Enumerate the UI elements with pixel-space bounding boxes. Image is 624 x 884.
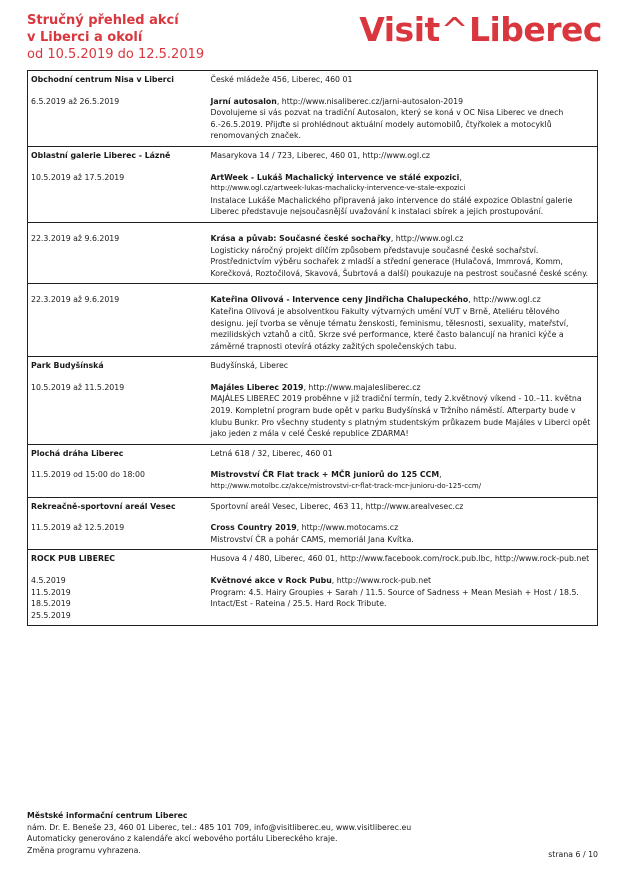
venue-address-cell	[211, 497, 598, 512]
event-date: 6.5.2019 až 26.5.2019	[31, 96, 120, 106]
event-row	[28, 512, 598, 550]
event-date-cell	[28, 459, 211, 497]
events-table-body	[28, 71, 598, 626]
event-row	[28, 372, 598, 444]
event-date-cell	[28, 565, 211, 626]
event-heading	[211, 575, 595, 587]
event-heading	[211, 382, 595, 394]
venue-address-cell	[211, 71, 598, 86]
venue-row	[28, 497, 598, 512]
venue-cell	[28, 550, 211, 565]
logo-text-liberec: Liberec	[468, 10, 602, 49]
event-description: Program: 4.5. Hairy Groupies + Sarah / 11.5. Source of Sadness + Mean Mesiah + Host / 18.5. Intact/Est - Rateina / 25.5. Hard Rock Tribute.	[210, 587, 579, 609]
venue-address: Sportovní areál Vesec, Liberec, 463 11, http://www.arealvesec.cz	[210, 501, 464, 511]
footer-note-changes: Změna programu vyhrazena.	[27, 845, 141, 855]
event-date-cell	[28, 284, 211, 357]
events-table	[27, 70, 598, 626]
event-date-cell	[28, 162, 211, 223]
event-title: Majáles Liberec 2019	[210, 382, 304, 392]
event-date: 22.3.2019 až 9.6.2019	[31, 233, 120, 243]
event-date-cell	[28, 512, 211, 550]
venue-name: Rekreačně-sportovní areál Vesec	[31, 501, 176, 511]
event-row	[28, 565, 598, 626]
event-row	[28, 459, 598, 497]
venue-row	[28, 357, 598, 372]
document-title-line-1: Stručný přehled akcí	[27, 13, 179, 28]
event-date-cell	[28, 372, 211, 444]
event-title: Kateřina Olivová - Intervence ceny Jindřicha Chalupeckého	[210, 295, 469, 305]
event-date-cell	[28, 86, 211, 147]
venue-cell	[28, 497, 211, 512]
event-row	[28, 162, 598, 223]
event-title-url: ,	[439, 470, 442, 480]
event-details-cell	[211, 222, 598, 283]
page-footer	[27, 810, 602, 856]
footer-note-generated: Automaticky generováno z kalendáře akcí webového portálu Libereckého kraje.	[27, 834, 338, 844]
logo-caret: ^	[440, 10, 468, 49]
event-title: Květnové akce v Rock Pubu	[210, 576, 332, 585]
event-date: 11.5.2019 od 15:00 do 18:00	[31, 470, 145, 480]
event-heading	[211, 522, 595, 534]
venue-cell	[28, 146, 211, 161]
event-title-url: , http://www.ogl.cz	[390, 233, 464, 243]
event-date: 4.5.2019 11.5.2019 18.5.2019 25.5.2019	[31, 576, 71, 620]
footer-contact: nám. Dr. E. Beneše 23, 460 01 Liberec, tel.: 485 101 709, info@visitliberec.eu, www.visitliberec.eu	[27, 822, 412, 832]
event-title-url: , http://www.majalesliberec.cz	[303, 382, 421, 392]
venue-address: Husova 4 / 480, Liberec, 460 01, http://www.facebook.com/rock.pub.lbc, http://www.rock-pub.net	[210, 554, 590, 564]
event-heading	[211, 172, 595, 184]
venue-address-cell	[211, 550, 598, 565]
event-title-url: , http://www.ogl.cz	[468, 295, 541, 305]
venue-row	[28, 146, 598, 161]
event-heading	[211, 469, 595, 481]
venue-row	[28, 71, 598, 86]
venue-cell	[28, 357, 211, 372]
event-url: http://www.motolbc.cz/akce/mistrovstvi-cr-flat-track-mcr-junioru-do-125-ccm/	[210, 482, 482, 491]
venue-address: České mládeže 456, Liberec, 460 01	[210, 75, 353, 84]
event-description: Dovolujeme si vás pozvat na tradiční Autosalon, který se koná v OC Nisa Liberec ve dnech 6.-26.5.2019. Přijďte si prohlédnout aktuální modely automobilů, čtyřkolek a motocyklů renomovaných značek.	[210, 108, 564, 141]
event-heading	[211, 96, 595, 108]
document-title-line-2: v Liberci a okolí	[27, 30, 143, 45]
venue-address-cell	[211, 357, 598, 372]
event-details-cell	[211, 86, 598, 147]
event-row	[28, 284, 598, 357]
venue-name: Plochá dráha Liberec	[31, 448, 124, 458]
venue-address: Masarykova 14 / 723, Liberec, 460 01, http://www.ogl.cz	[210, 150, 430, 160]
event-date: 11.5.2019 až 12.5.2019	[31, 523, 125, 533]
event-description: Mistrovství ČR a pohár CAMS, memoriál Jana Kvítka.	[210, 534, 414, 544]
venue-row	[28, 550, 598, 565]
event-details-cell	[211, 284, 598, 357]
event-title: Krása a půvab: Současné české sochařky	[210, 233, 391, 243]
event-details-cell	[211, 565, 598, 626]
event-details-cell	[211, 459, 598, 497]
page-header	[27, 12, 602, 66]
event-title-url: , http://www.motocams.cz	[296, 523, 399, 533]
event-row	[28, 86, 598, 147]
venue-cell	[28, 71, 211, 86]
event-details-cell	[211, 372, 598, 444]
venue-address-cell	[211, 444, 598, 459]
event-date: 22.3.2019 až 9.6.2019	[31, 295, 120, 305]
venue-name: Oblastní galerie Liberec - Lázně	[31, 150, 171, 160]
venue-address-cell	[211, 146, 598, 161]
event-title-url: , http://www.nisaliberec.cz/jarni-autosalon-2019	[276, 96, 464, 106]
event-heading	[211, 233, 595, 245]
event-description: Instalace Lukáše Machalického připravená jako intervence do stálé expozice Oblastní galerie Liberec představuje nejsoučasnější uvažování k instalaci sbírek a jejich prostupování.	[210, 195, 573, 217]
event-row	[28, 222, 598, 283]
logo-text-visit: Visit	[359, 10, 440, 49]
footer-organization: Městské informační centrum Liberec	[27, 811, 188, 820]
event-description: Kateřina Olivová je absolventkou Fakulty výtvarných umění VUT v Brně, Ateliéru tělového designu. její tvorba se věnuje tématu ženskosti, feminismu, tělesnosti, sexuality, mateřství, mezilidských vztahů a citů. Skrze své performance, které často balancují na hranici kýče a záměrné trapnosti otevírá otázky zažitých společenských tabu.	[210, 306, 569, 351]
date-range: od 10.5.2019 do 12.5.2019	[27, 47, 205, 62]
event-title: Mistrovství ČR Flat track + MČR juniorů do 125 CCM	[210, 470, 440, 480]
event-description: MAJÁLES LIBEREC 2019 proběhne v již tradiční termín, tedy 2.květnový víkend - 10.–11. května 2019. Kompletní program bude opět v parku Budyšínská v Tržního náměstí. Afterparty bude v klubu Bunkr. Pro všechny studenty s platným studentským průkazem bude Majáles v Liberci opět jako jeden z mála v celé České republice ZDARMA!	[210, 394, 591, 439]
event-title: ArtWeek - Lukáš Machalický intervence ve stálé expozici	[210, 172, 460, 182]
event-details-cell	[211, 512, 598, 550]
page-number: strana 6 / 10	[548, 850, 598, 859]
venue-name: ROCK PUB LIBEREC	[31, 554, 116, 564]
visit-liberec-logo	[359, 12, 602, 48]
venue-cell	[28, 444, 211, 459]
venue-address: Letná 618 / 32, Liberec, 460 01	[210, 448, 333, 458]
event-date-cell	[28, 222, 211, 283]
event-title: Jarní autosalon	[210, 96, 277, 106]
venue-row	[28, 444, 598, 459]
event-title-url: ,	[459, 172, 462, 182]
event-title: Cross Country 2019	[210, 523, 297, 533]
event-url: http://www.ogl.cz/artweek-lukas-machalicky-intervence-ve-stale-expozici	[210, 184, 466, 193]
venue-name: Obchodní centrum Nisa v Liberci	[31, 75, 174, 84]
venue-address: Budyšínská, Liberec	[210, 361, 289, 371]
event-heading	[211, 294, 595, 306]
event-description: Logisticky náročný projekt dílčím způsobem představuje současné české sochařství. Prostřednictvím výběru sochařek z mladší a střední generace (Hulačová, Immrová, Komm, Korečková, Roztočilová, Skavová, Šubrtová a další) poukazuje na pestrost současné české scény.	[210, 245, 589, 278]
event-details-cell	[211, 162, 598, 223]
event-title-url: , http://www.rock-pub.net	[331, 576, 432, 585]
event-date: 10.5.2019 až 11.5.2019	[31, 382, 125, 392]
venue-name: Park Budyšínská	[31, 361, 104, 371]
event-date: 10.5.2019 až 17.5.2019	[31, 172, 125, 182]
